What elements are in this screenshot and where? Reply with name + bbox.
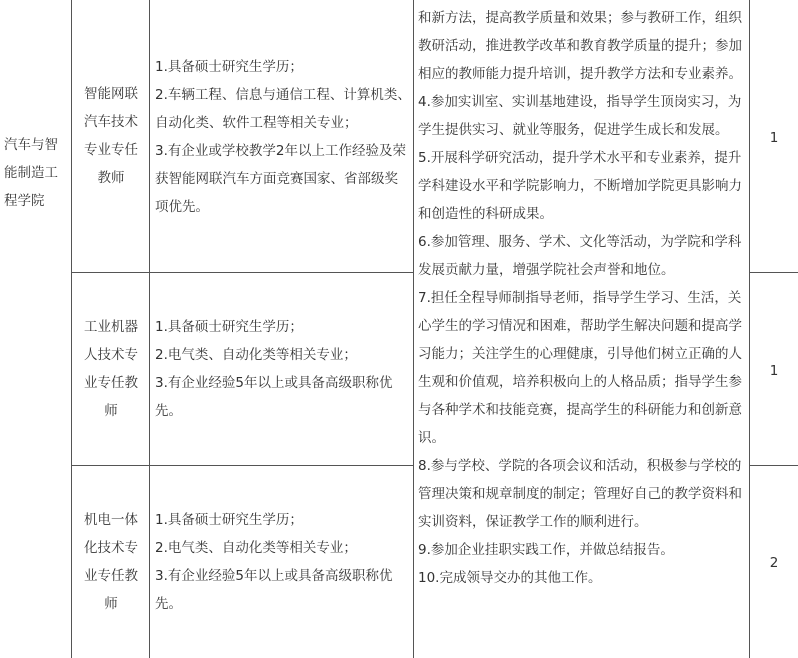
grid-line-v2 [149,0,150,658]
duty-item: 8.参与学校、学院的各项会议和活动，积极参与学校的管理决策和规章制度的制定；管理好自己的教学资料和实训资料，保证教学工作的顺利进行。 [418,458,742,530]
duty-item: 4.参加实训室、实训基地建设，指导学生顶岗实习，为学生提供实习、就业等服务，促进学生成长和发展。 [418,94,742,138]
college-name: 汽车与智能制造工程学院 [4,137,58,209]
requirement-item: 1.具备硕士研究生学历； [155,319,303,335]
requirement-item: 2.电气类、自动化类等相关专业； [155,347,357,363]
grid-line-h1 [71,272,413,273]
duty-item: 6.参加管理、服务、学术、文化等活动，为学院和学科发展贡献力量，增强学院社会声誉和地位。 [418,234,742,278]
duty-item: 7.担任全程导师制指导老师，指导学生学习、生活，关心学生的学习情况和困难，帮助学生解决问题和提高学习能力；关注学生的心理健康，引导他们树立正确的人生观和价值观，培养积极向上的人格品质；指导学生参与各种学术和技能竞赛，提高学生的科研能力和创新意识。 [418,290,742,446]
grid-line-v3 [413,0,414,658]
headcount: 2 [769,555,779,571]
requirement-item: 1.具备硕士研究生学历； [155,512,303,528]
requirements-list [155,53,411,221]
requirements-list [155,313,411,425]
position-title: 机电一体化技术专业专任教师 [84,512,138,612]
requirements-list [155,506,411,618]
duty-item: 和新方法，提高教学质量和效果；参与教研工作，组织教研活动，推进教学改革和教育教学质量的提升；参加相应的教师能力提升培训，提升教学方法和专业素养。 [418,10,742,82]
position-title: 工业机器人技术专业专任教师 [84,319,138,419]
duty-item: 10.完成领导交办的其他工作。 [418,570,602,586]
duty-item: 9.参加企业挂职实践工作，并做总结报告。 [418,542,674,558]
headcount: 1 [769,130,779,146]
requirement-item: 2.电气类、自动化类等相关专业； [155,540,357,556]
headcount: 1 [769,363,779,379]
grid-line-h3 [71,465,413,466]
job-duties [418,4,744,592]
grid-line-h4 [749,465,798,466]
requirement-item: 3.有企业或学校教学2年以上工作经验及荣获智能网联汽车方面竞赛国家、省部级奖项优先。 [155,143,406,215]
position-title: 智能网联汽车技术专业专任教师 [84,86,138,186]
grid-line-h2 [749,272,798,273]
requirement-item: 3.有企业经验5年以上或具备高级职称优先。 [155,568,393,612]
requirement-item: 3.有企业经验5年以上或具备高级职称优先。 [155,375,393,419]
duty-item: 5.开展科学研究活动，提升学术水平和专业素养，提升学科建设水平和学院影响力，不断增加学院更具影响力和创造性的科研成果。 [418,150,742,222]
grid-line-v1 [71,0,72,658]
requirement-item: 2.车辆工程、信息与通信工程、计算机类、自动化类、软件工程等相关专业； [155,87,411,131]
requirement-item: 1.具备硕士研究生学历； [155,59,303,75]
